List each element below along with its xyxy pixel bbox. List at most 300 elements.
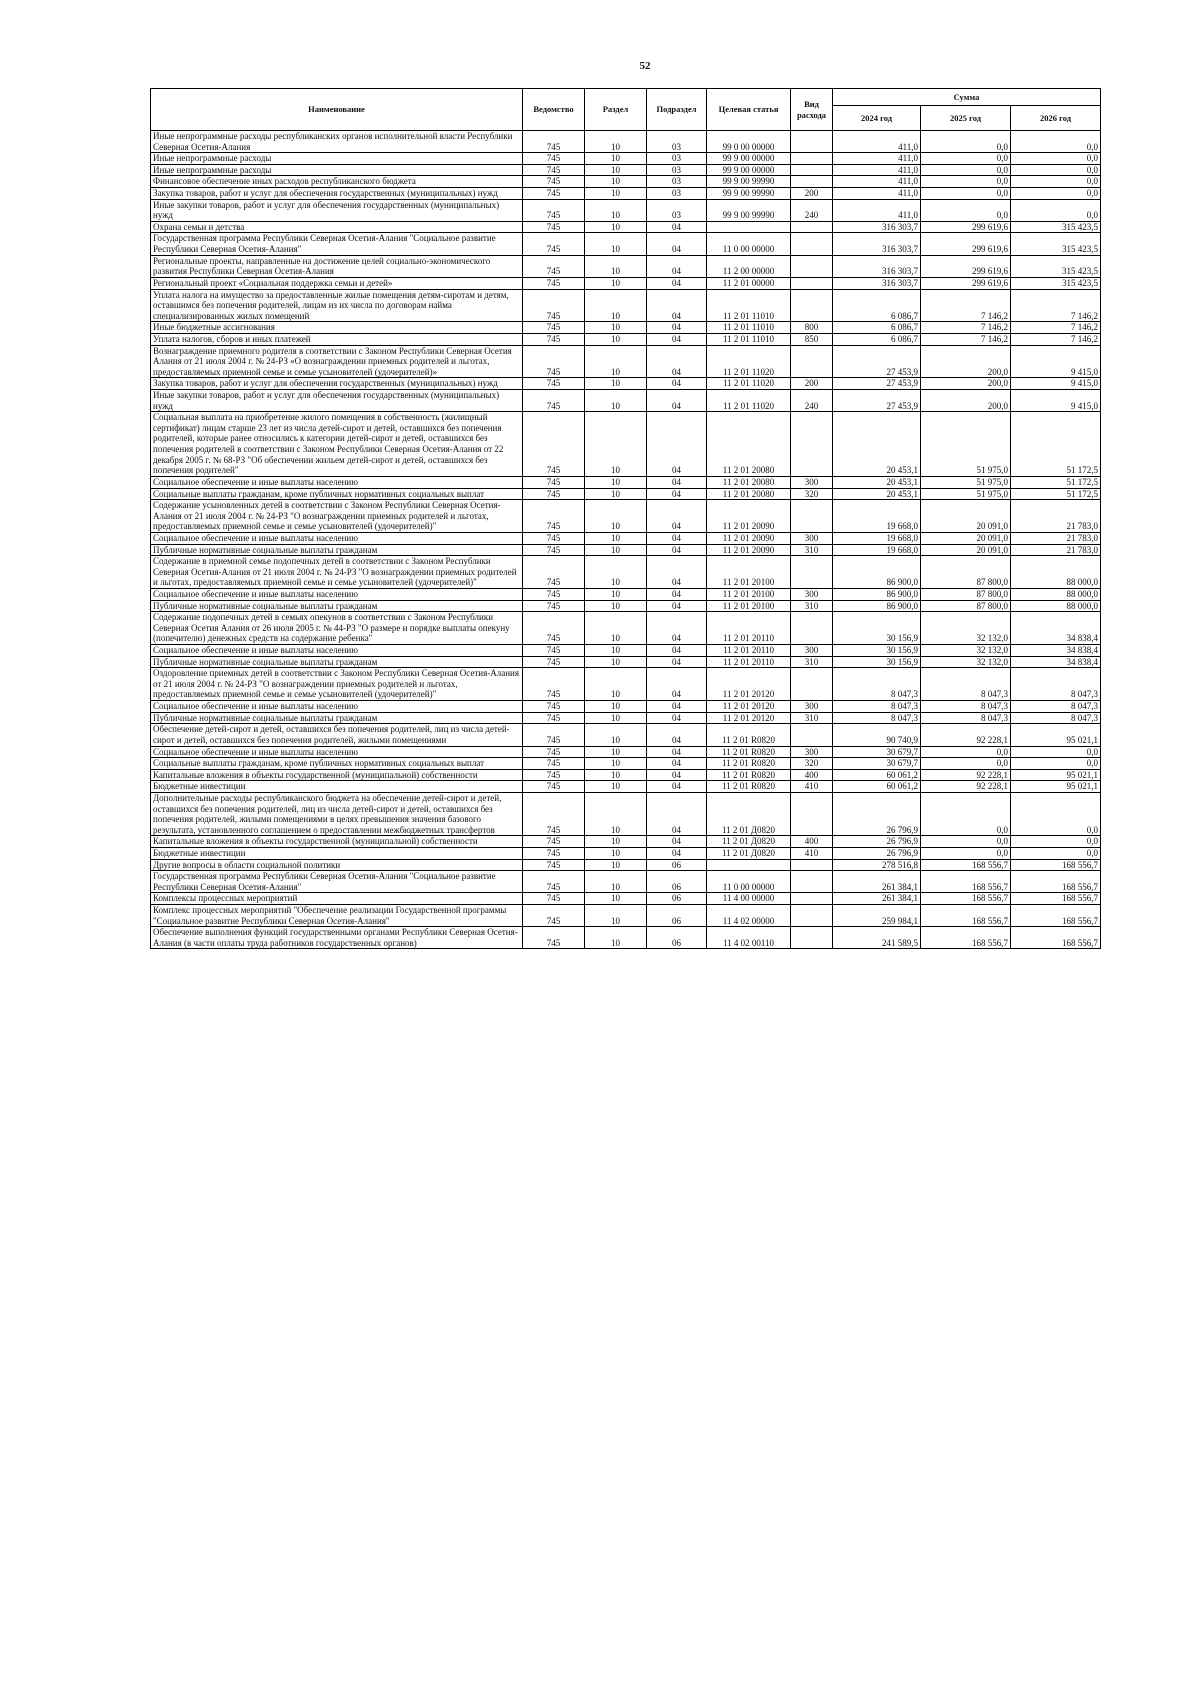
cell-dept: 745 (523, 233, 585, 255)
cell-2024: 316 303,7 (833, 277, 921, 289)
cell-2024: 26 796,9 (833, 836, 921, 848)
cell-2026: 0,0 (1011, 176, 1101, 188)
cell-2024: 27 453,9 (833, 390, 921, 412)
cell-section: 10 (585, 781, 647, 793)
cell-2024: 30 679,7 (833, 758, 921, 770)
table-row (151, 255, 1101, 277)
cell-2025: 8 047,3 (921, 668, 1011, 701)
cell-name: Социальные выплаты гражданам, кроме публичных нормативных социальных выплат (151, 758, 523, 770)
cell-dept: 745 (523, 532, 585, 544)
cell-kind (791, 792, 833, 835)
table-row (151, 199, 1101, 221)
table-row (151, 645, 1101, 657)
cell-section: 10 (585, 792, 647, 835)
cell-subsection: 04 (647, 390, 707, 412)
cell-subsection: 04 (647, 277, 707, 289)
cell-target: 11 2 00 00000 (707, 255, 791, 277)
cell-dept: 745 (523, 701, 585, 713)
cell-2025: 200,0 (921, 390, 1011, 412)
cell-2025: 87 800,0 (921, 600, 1011, 612)
cell-dept: 745 (523, 612, 585, 645)
table-row (151, 500, 1101, 533)
cell-name: Публичные нормативные социальные выплаты гражданам (151, 656, 523, 668)
cell-kind (791, 905, 833, 927)
cell-dept: 745 (523, 164, 585, 176)
table-row (151, 390, 1101, 412)
cell-target: 11 2 01 20080 (707, 412, 791, 477)
cell-2024: 241 589,5 (833, 927, 921, 949)
cell-2024: 86 900,0 (833, 588, 921, 600)
cell-subsection: 03 (647, 131, 707, 153)
table-row (151, 836, 1101, 848)
cell-dept: 745 (523, 176, 585, 188)
cell-section: 10 (585, 927, 647, 949)
cell-kind (791, 724, 833, 746)
cell-kind: 300 (791, 746, 833, 758)
cell-target: 11 2 01 11010 (707, 322, 791, 334)
cell-name: Обеспечение выполнения функций государственными органами Республики Северная Осетия-Алания (в части оплаты труда работников государственных органов) (151, 927, 523, 949)
cell-section: 10 (585, 544, 647, 556)
cell-section: 10 (585, 724, 647, 746)
table-row (151, 724, 1101, 746)
cell-kind: 320 (791, 488, 833, 500)
cell-2024: 6 086,7 (833, 322, 921, 334)
cell-2024: 30 156,9 (833, 645, 921, 657)
cell-section: 10 (585, 532, 647, 544)
cell-2025: 7 146,2 (921, 322, 1011, 334)
cell-section: 10 (585, 893, 647, 905)
cell-section: 10 (585, 176, 647, 188)
cell-target: 11 2 01 R0820 (707, 746, 791, 758)
cell-2026: 21 783,0 (1011, 544, 1101, 556)
cell-dept: 745 (523, 500, 585, 533)
cell-name: Комплексы процессных мероприятий (151, 893, 523, 905)
cell-dept: 745 (523, 746, 585, 758)
cell-dept: 745 (523, 656, 585, 668)
cell-2025: 0,0 (921, 176, 1011, 188)
cell-2026: 95 021,1 (1011, 769, 1101, 781)
cell-dept: 745 (523, 792, 585, 835)
cell-name: Обеспечение детей-сирот и детей, оставшихся без попечения родителей, лиц из числа детей-сирот и детей, оставшихся без попечения родителей, жилыми помещениями (151, 724, 523, 746)
cell-name: Капитальные вложения в объекты государственной (муниципальной) собственности (151, 769, 523, 781)
table-row (151, 781, 1101, 793)
cell-2024: 27 453,9 (833, 378, 921, 390)
cell-2025: 51 975,0 (921, 476, 1011, 488)
cell-dept: 745 (523, 848, 585, 860)
cell-section: 10 (585, 701, 647, 713)
cell-subsection: 03 (647, 153, 707, 165)
cell-kind: 410 (791, 848, 833, 860)
cell-section: 10 (585, 488, 647, 500)
cell-target: 99 9 00 99990 (707, 176, 791, 188)
cell-subsection: 04 (647, 544, 707, 556)
cell-name: Комплекс процессных мероприятий "Обеспечение реализации Государственной программы "Социальное развитие Республики Северная Осетия-Алания" (151, 905, 523, 927)
cell-name: Государственная программа Республики Северная Осетия-Алания "Социальное развитие Республики Северная Осетия-Алания" (151, 871, 523, 893)
cell-2024: 261 384,1 (833, 871, 921, 893)
cell-kind: 310 (791, 600, 833, 612)
cell-name: Публичные нормативные социальные выплаты гражданам (151, 600, 523, 612)
cell-2026: 7 146,2 (1011, 322, 1101, 334)
table-row (151, 600, 1101, 612)
cell-2026: 9 415,0 (1011, 378, 1101, 390)
cell-2024: 19 668,0 (833, 532, 921, 544)
cell-dept: 745 (523, 412, 585, 477)
cell-dept: 745 (523, 893, 585, 905)
cell-section: 10 (585, 233, 647, 255)
cell-section: 10 (585, 905, 647, 927)
cell-name: Другие вопросы в области социальной политики (151, 859, 523, 871)
cell-subsection: 04 (647, 556, 707, 589)
cell-2024: 30 156,9 (833, 612, 921, 645)
cell-subsection: 04 (647, 769, 707, 781)
table-row (151, 746, 1101, 758)
cell-2024: 26 796,9 (833, 792, 921, 835)
cell-dept: 745 (523, 255, 585, 277)
cell-2025: 92 228,1 (921, 781, 1011, 793)
cell-kind: 310 (791, 712, 833, 724)
cell-subsection: 04 (647, 322, 707, 334)
cell-section: 10 (585, 199, 647, 221)
cell-subsection: 06 (647, 893, 707, 905)
cell-2025: 51 975,0 (921, 488, 1011, 500)
cell-section: 10 (585, 500, 647, 533)
cell-kind (791, 255, 833, 277)
cell-name: Содержание в приемной семье подопечных детей в соответствии с Законом Республики Северная Осетия-Алания от 21 июля 2004 г. № 24-РЗ "О вознаграждении приемных родителей и льготах, предоставляемых приемной семье и семье усыновителей (удочерителей)" (151, 556, 523, 589)
cell-subsection: 04 (647, 836, 707, 848)
table-row (151, 668, 1101, 701)
cell-subsection: 04 (647, 233, 707, 255)
cell-target: 99 9 00 00000 (707, 164, 791, 176)
cell-section: 10 (585, 746, 647, 758)
cell-name: Содержание подопечных детей в семьях опекунов в соответствии с Законом Республики Северная Осетия Алания от 26 июля 2005 г. № 44-РЗ "О размере и порядке выплаты опекуну (попечителю) денежных средств на содержание ребенка" (151, 612, 523, 645)
cell-2026: 7 146,2 (1011, 333, 1101, 345)
cell-target: 99 0 00 00000 (707, 131, 791, 153)
cell-target: 11 4 02 00110 (707, 927, 791, 949)
table-body (151, 131, 1101, 949)
budget-table (150, 88, 1101, 949)
cell-2026: 315 423,5 (1011, 255, 1101, 277)
cell-2026: 0,0 (1011, 836, 1101, 848)
cell-2024: 316 303,7 (833, 255, 921, 277)
cell-kind: 400 (791, 836, 833, 848)
cell-kind: 200 (791, 188, 833, 200)
cell-2025: 20 091,0 (921, 500, 1011, 533)
cell-subsection: 04 (647, 600, 707, 612)
cell-subsection: 04 (647, 781, 707, 793)
table-row (151, 712, 1101, 724)
cell-section: 10 (585, 322, 647, 334)
table-row (151, 927, 1101, 949)
cell-2024: 259 984,1 (833, 905, 921, 927)
cell-dept: 745 (523, 758, 585, 770)
table-row (151, 848, 1101, 860)
cell-2024: 6 086,7 (833, 333, 921, 345)
cell-target: 11 2 01 Д0820 (707, 848, 791, 860)
cell-kind: 300 (791, 588, 833, 600)
cell-subsection: 03 (647, 176, 707, 188)
header-2025: 2025 год (921, 106, 1011, 131)
cell-target: 11 4 00 00000 (707, 893, 791, 905)
page-number: 52 (639, 60, 651, 72)
cell-dept: 745 (523, 277, 585, 289)
cell-dept: 745 (523, 905, 585, 927)
cell-2024: 90 740,9 (833, 724, 921, 746)
cell-2024: 19 668,0 (833, 544, 921, 556)
cell-2026: 315 423,5 (1011, 233, 1101, 255)
cell-2024: 30 679,7 (833, 746, 921, 758)
table-row (151, 233, 1101, 255)
cell-2025: 168 556,7 (921, 859, 1011, 871)
cell-section: 10 (585, 277, 647, 289)
table-row (151, 333, 1101, 345)
cell-2024: 261 384,1 (833, 893, 921, 905)
cell-section: 10 (585, 588, 647, 600)
cell-kind: 850 (791, 333, 833, 345)
table-row (151, 905, 1101, 927)
cell-dept: 745 (523, 556, 585, 589)
cell-name: Закупка товаров, работ и услуг для обеспечения государственных (муниципальных) нужд (151, 188, 523, 200)
cell-section: 10 (585, 556, 647, 589)
cell-2025: 0,0 (921, 758, 1011, 770)
cell-dept: 745 (523, 153, 585, 165)
cell-2025: 299 619,6 (921, 255, 1011, 277)
cell-dept: 745 (523, 668, 585, 701)
cell-subsection: 04 (647, 656, 707, 668)
cell-dept: 745 (523, 871, 585, 893)
cell-kind: 300 (791, 645, 833, 657)
cell-section: 10 (585, 769, 647, 781)
cell-section: 10 (585, 712, 647, 724)
cell-subsection: 04 (647, 532, 707, 544)
cell-name: Социальное обеспечение и иные выплаты населению (151, 645, 523, 657)
cell-subsection: 04 (647, 488, 707, 500)
cell-section: 10 (585, 333, 647, 345)
cell-target: 11 2 01 11020 (707, 390, 791, 412)
cell-name: Иные закупки товаров, работ и услуг для обеспечения государственных (муниципальных) нужд (151, 390, 523, 412)
cell-2024: 8 047,3 (833, 712, 921, 724)
cell-name: Иные непрограммные расходы (151, 153, 523, 165)
cell-2025: 0,0 (921, 746, 1011, 758)
cell-dept: 745 (523, 781, 585, 793)
cell-dept: 745 (523, 488, 585, 500)
cell-dept: 745 (523, 769, 585, 781)
cell-name: Социальное обеспечение и иные выплаты населению (151, 476, 523, 488)
cell-kind: 410 (791, 781, 833, 793)
cell-2026: 95 021,1 (1011, 781, 1101, 793)
cell-2024: 86 900,0 (833, 600, 921, 612)
cell-2026: 168 556,7 (1011, 859, 1101, 871)
cell-kind: 310 (791, 544, 833, 556)
cell-section: 10 (585, 668, 647, 701)
table-row (151, 893, 1101, 905)
cell-target: 99 9 00 99990 (707, 188, 791, 200)
header-section: Раздел (585, 89, 647, 131)
cell-target (707, 221, 791, 233)
cell-target: 11 2 01 20080 (707, 476, 791, 488)
cell-2025: 20 091,0 (921, 532, 1011, 544)
cell-2024: 20 453,1 (833, 476, 921, 488)
cell-dept: 745 (523, 645, 585, 657)
table-row (151, 476, 1101, 488)
cell-subsection: 04 (647, 792, 707, 835)
cell-dept: 745 (523, 476, 585, 488)
table-row (151, 488, 1101, 500)
cell-target: 99 9 00 99990 (707, 199, 791, 221)
cell-name: Содержание усыновленных детей в соответствии с Законом Республики Северная Осетия-Алания от 21 июля 2004 г. № 24-РЗ "О вознаграждении приемных родителей и льготах, предоставляемых приемной семье и семье усыновителей (удочерителей)" (151, 500, 523, 533)
cell-2026: 21 783,0 (1011, 532, 1101, 544)
cell-section: 10 (585, 255, 647, 277)
cell-2025: 32 132,0 (921, 612, 1011, 645)
cell-2024: 411,0 (833, 164, 921, 176)
cell-2026: 8 047,3 (1011, 712, 1101, 724)
cell-subsection: 03 (647, 188, 707, 200)
cell-2026: 21 783,0 (1011, 500, 1101, 533)
cell-name: Публичные нормативные социальные выплаты гражданам (151, 712, 523, 724)
cell-2024: 411,0 (833, 188, 921, 200)
cell-subsection: 04 (647, 645, 707, 657)
cell-name: Социальное обеспечение и иные выплаты населению (151, 746, 523, 758)
header-subsection: Подраздел (647, 89, 707, 131)
cell-name: Государственная программа Республики Северная Осетия-Алания "Социальное развитие Республики Северная Осетия-Алания" (151, 233, 523, 255)
cell-2026: 0,0 (1011, 792, 1101, 835)
cell-2026: 51 172,5 (1011, 412, 1101, 477)
cell-section: 10 (585, 188, 647, 200)
cell-target: 11 0 00 00000 (707, 233, 791, 255)
cell-name: Региональный проект «Социальная поддержка семьи и детей» (151, 277, 523, 289)
cell-2025: 200,0 (921, 345, 1011, 378)
table-row (151, 322, 1101, 334)
cell-2024: 316 303,7 (833, 233, 921, 255)
cell-name: Оздоровление приемных детей в соответствии с Законом Республики Северная Осетия-Алания от 21 июля 2004 г. № 24-РЗ "О вознаграждении приемных родителей и льготах, предоставляемых приемной семье и семье усыновителей (удочерителей)" (151, 668, 523, 701)
cell-name: Региональные проекты, направленные на достижение целей социально-экономического развития Республики Северная Осетия-Алания (151, 255, 523, 277)
cell-target: 11 2 01 Д0820 (707, 836, 791, 848)
cell-kind (791, 612, 833, 645)
cell-target: 11 2 01 Д0820 (707, 792, 791, 835)
cell-section: 10 (585, 476, 647, 488)
cell-dept: 745 (523, 390, 585, 412)
table-row (151, 656, 1101, 668)
cell-name: Социальные выплаты гражданам, кроме публичных нормативных социальных выплат (151, 488, 523, 500)
table-row (151, 769, 1101, 781)
cell-2024: 6 086,7 (833, 289, 921, 322)
cell-2026: 168 556,7 (1011, 905, 1101, 927)
cell-2026: 8 047,3 (1011, 668, 1101, 701)
cell-2026: 7 146,2 (1011, 289, 1101, 322)
cell-name: Вознаграждение приемного родителя в соответствии с Законом Республики Северная Осетия Алания от 21 июля 2004 г. № 24-РЗ «О вознаграждении приемных родителей и льготах, предоставляемых приемной семье и семье усыновителей (удочерителей)» (151, 345, 523, 378)
cell-2026: 9 415,0 (1011, 390, 1101, 412)
cell-2026: 0,0 (1011, 746, 1101, 758)
cell-section: 10 (585, 345, 647, 378)
cell-2025: 20 091,0 (921, 544, 1011, 556)
table-row (151, 277, 1101, 289)
table-row (151, 378, 1101, 390)
cell-kind (791, 412, 833, 477)
cell-2024: 30 156,9 (833, 656, 921, 668)
table-row (151, 758, 1101, 770)
cell-2026: 0,0 (1011, 199, 1101, 221)
table-row (151, 588, 1101, 600)
cell-target: 11 0 00 00000 (707, 871, 791, 893)
cell-2026: 88 000,0 (1011, 556, 1101, 589)
cell-kind: 300 (791, 476, 833, 488)
cell-section: 10 (585, 289, 647, 322)
header-2026: 2026 год (1011, 106, 1101, 131)
cell-section: 10 (585, 412, 647, 477)
cell-2025: 32 132,0 (921, 645, 1011, 657)
cell-2025: 32 132,0 (921, 656, 1011, 668)
cell-target: 11 2 01 20100 (707, 588, 791, 600)
cell-kind (791, 871, 833, 893)
cell-2025: 168 556,7 (921, 927, 1011, 949)
cell-2025: 168 556,7 (921, 893, 1011, 905)
table-row (151, 412, 1101, 477)
cell-2024: 86 900,0 (833, 556, 921, 589)
cell-section: 10 (585, 758, 647, 770)
cell-2024: 19 668,0 (833, 500, 921, 533)
cell-target: 11 2 01 11010 (707, 289, 791, 322)
cell-section: 10 (585, 612, 647, 645)
cell-2025: 299 619,6 (921, 233, 1011, 255)
cell-dept: 745 (523, 322, 585, 334)
cell-dept: 745 (523, 859, 585, 871)
cell-2026: 0,0 (1011, 188, 1101, 200)
cell-name: Иные непрограммные расходы (151, 164, 523, 176)
table-row (151, 556, 1101, 589)
table-row (151, 345, 1101, 378)
cell-section: 10 (585, 164, 647, 176)
cell-dept: 745 (523, 712, 585, 724)
table-row (151, 221, 1101, 233)
cell-subsection: 03 (647, 199, 707, 221)
cell-subsection: 06 (647, 871, 707, 893)
cell-target: 11 4 02 00000 (707, 905, 791, 927)
cell-2024: 20 453,1 (833, 412, 921, 477)
cell-subsection: 04 (647, 221, 707, 233)
cell-subsection: 04 (647, 412, 707, 477)
cell-kind: 320 (791, 758, 833, 770)
cell-2026: 51 172,5 (1011, 476, 1101, 488)
cell-2025: 8 047,3 (921, 712, 1011, 724)
cell-2024: 27 453,9 (833, 345, 921, 378)
cell-2025: 299 619,6 (921, 277, 1011, 289)
cell-kind (791, 556, 833, 589)
table-row (151, 859, 1101, 871)
cell-2026: 34 838,4 (1011, 645, 1101, 657)
cell-name: Иные бюджетные ассигнования (151, 322, 523, 334)
cell-kind (791, 176, 833, 188)
cell-2024: 411,0 (833, 176, 921, 188)
cell-kind (791, 927, 833, 949)
cell-2025: 92 228,1 (921, 724, 1011, 746)
cell-kind (791, 893, 833, 905)
cell-subsection: 04 (647, 758, 707, 770)
cell-2025: 168 556,7 (921, 871, 1011, 893)
cell-2025: 299 619,6 (921, 221, 1011, 233)
cell-subsection: 04 (647, 333, 707, 345)
cell-2025: 168 556,7 (921, 905, 1011, 927)
cell-kind: 310 (791, 656, 833, 668)
cell-subsection: 04 (647, 345, 707, 378)
cell-section: 10 (585, 600, 647, 612)
cell-2026: 168 556,7 (1011, 871, 1101, 893)
table-row (151, 701, 1101, 713)
cell-target: 11 2 01 20080 (707, 488, 791, 500)
cell-2026: 0,0 (1011, 153, 1101, 165)
cell-2024: 411,0 (833, 199, 921, 221)
table-row (151, 532, 1101, 544)
cell-dept: 745 (523, 378, 585, 390)
table-row (151, 176, 1101, 188)
